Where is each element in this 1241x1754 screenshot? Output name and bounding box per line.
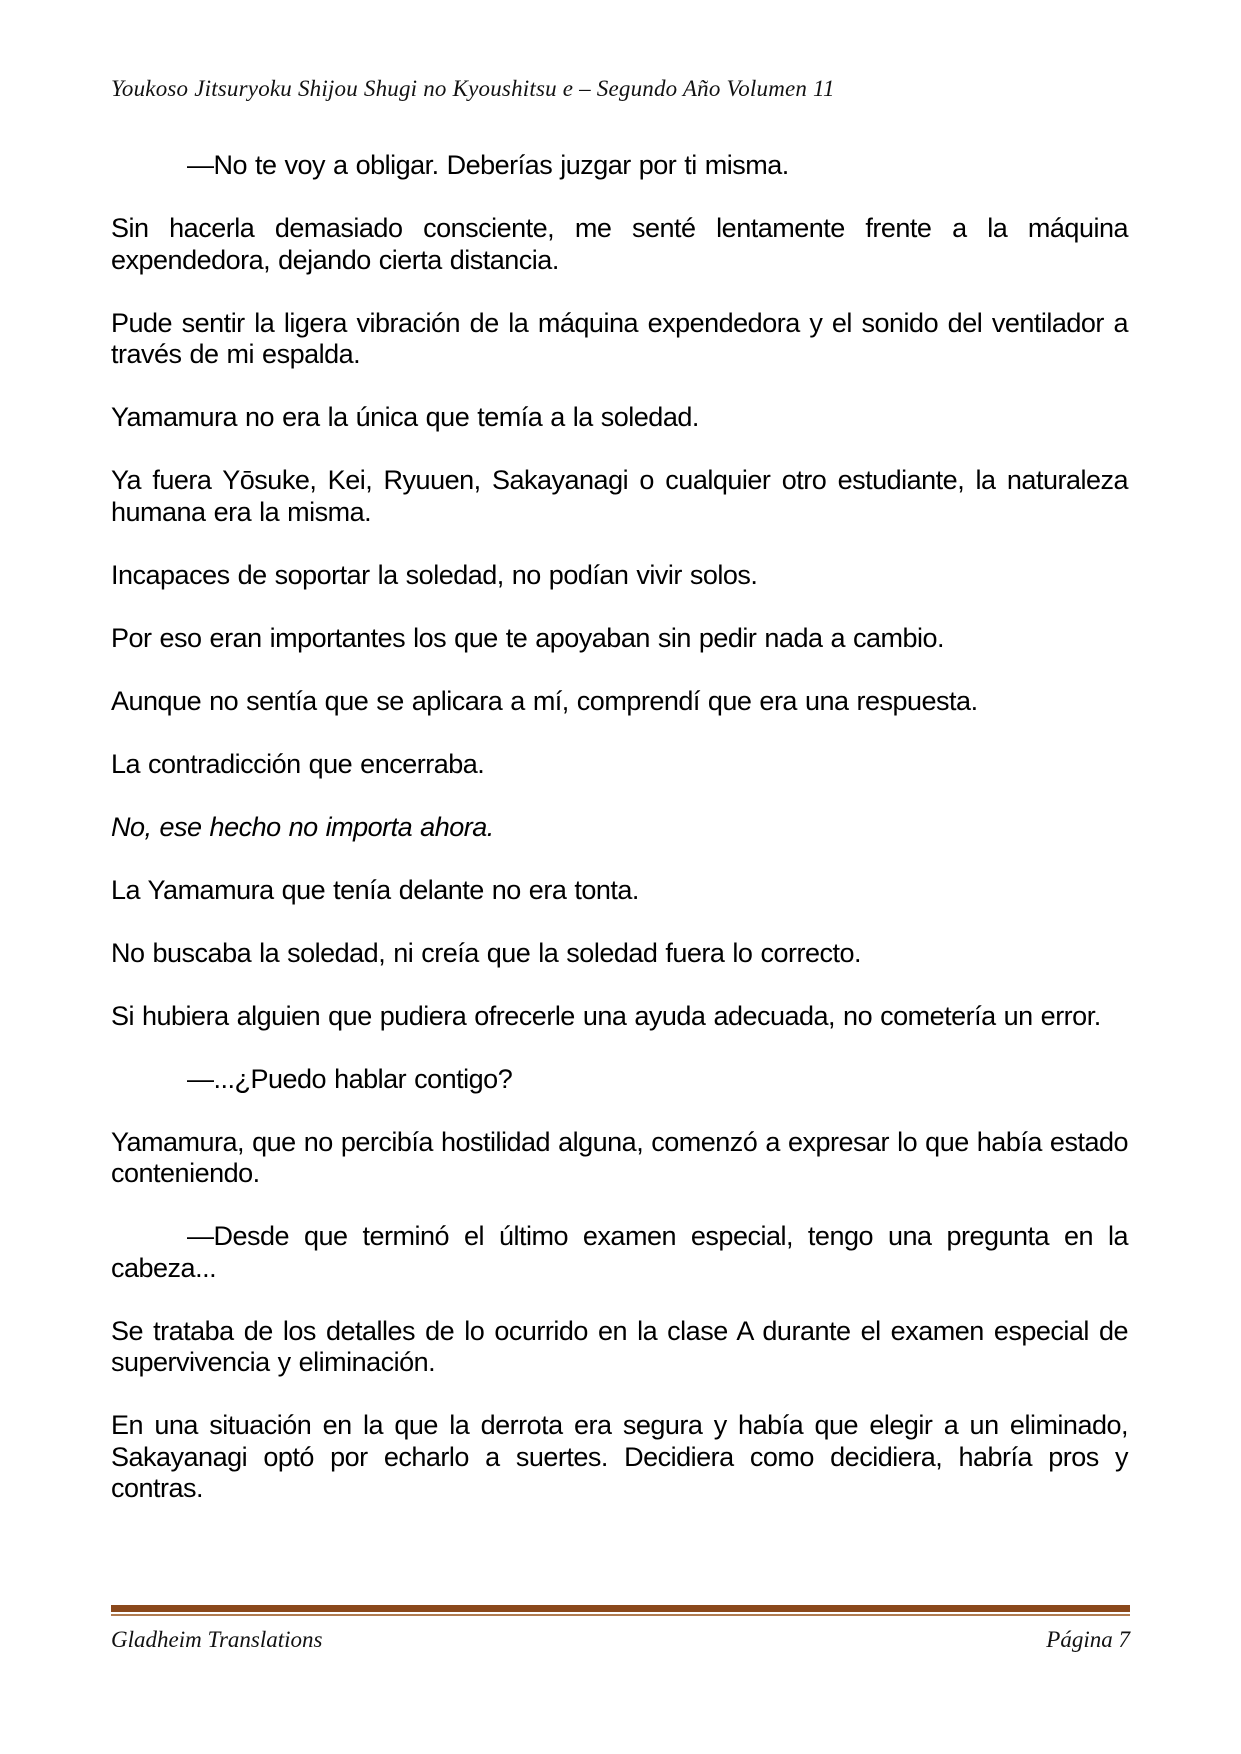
paragraph: Aunque no sentía que se aplicara a mí, comprendí que era una respuesta. — [111, 685, 978, 716]
page-footer — [111, 1605, 1130, 1655]
footer-rule-thin — [111, 1614, 1130, 1616]
paragraph: En una situación en la que la derrota era segura y había que elegir a un eliminado, Sakayanagi optó por echarlo a suertes. Decidiera como decidiera, habría pros y contras. — [111, 1410, 1128, 1503]
footer-text-row — [111, 1625, 1130, 1655]
paragraph: Incapaces de soportar la soledad, no podían vivir solos. — [111, 559, 758, 590]
paragraph: Se trataba de los detalles de lo ocurrido en la clase A durante el examen especial de supervivencia y eliminación. — [111, 1315, 1128, 1377]
paragraph: Ya fuera Yōsuke, Kei, Ryuuen, Sakayanagi o cualquier otro estudiante, la naturaleza humana era la misma. — [111, 465, 1128, 527]
document-body — [111, 150, 1128, 1536]
paragraph: —Desde que terminó el último examen especial, tengo una pregunta en la cabeza... — [111, 1221, 1128, 1283]
paragraph: No buscaba la soledad, ni creía que la soledad fuera lo correcto. — [111, 937, 861, 968]
paragraph: La Yamamura que tenía delante no era tonta. — [111, 874, 639, 905]
paragraph: Si hubiera alguien que pudiera ofrecerle una ayuda adecuada, no cometería un error. — [111, 1000, 1101, 1031]
paragraph: —...¿Puedo hablar contigo? — [187, 1063, 513, 1094]
paragraph: Pude sentir la ligera vibración de la máquina expendedora y el sonido del ventilador a través de mi espalda. — [111, 307, 1128, 369]
page-header-title: Youkoso Jitsuryoku Shijou Shugi no Kyoushitsu e – Segundo Año Volumen 11 — [111, 76, 835, 101]
footer-translator: Gladheim Translations — [111, 1627, 323, 1652]
paragraph: La contradicción que encerraba. — [111, 748, 485, 779]
footer-rule-thick — [111, 1605, 1130, 1612]
paragraph: Sin hacerla demasiado consciente, me senté lentamente frente a la máquina expendedora, dejando cierta distancia. — [111, 213, 1128, 275]
paragraph: No, ese hecho no importa ahora. — [111, 811, 494, 842]
paragraph: —No te voy a obligar. Deberías juzgar por ti misma. — [187, 150, 789, 180]
paragraph: Yamamura, que no percibía hostilidad alguna, comenzó a expresar lo que había estado conteniendo. — [111, 1126, 1128, 1188]
paragraph: Por eso eran importantes los que te apoyaban sin pedir nada a cambio. — [111, 622, 945, 653]
footer-page-number: Página 7 — [1046, 1627, 1130, 1652]
paragraph: Yamamura no era la única que temía a la soledad. — [111, 402, 699, 432]
